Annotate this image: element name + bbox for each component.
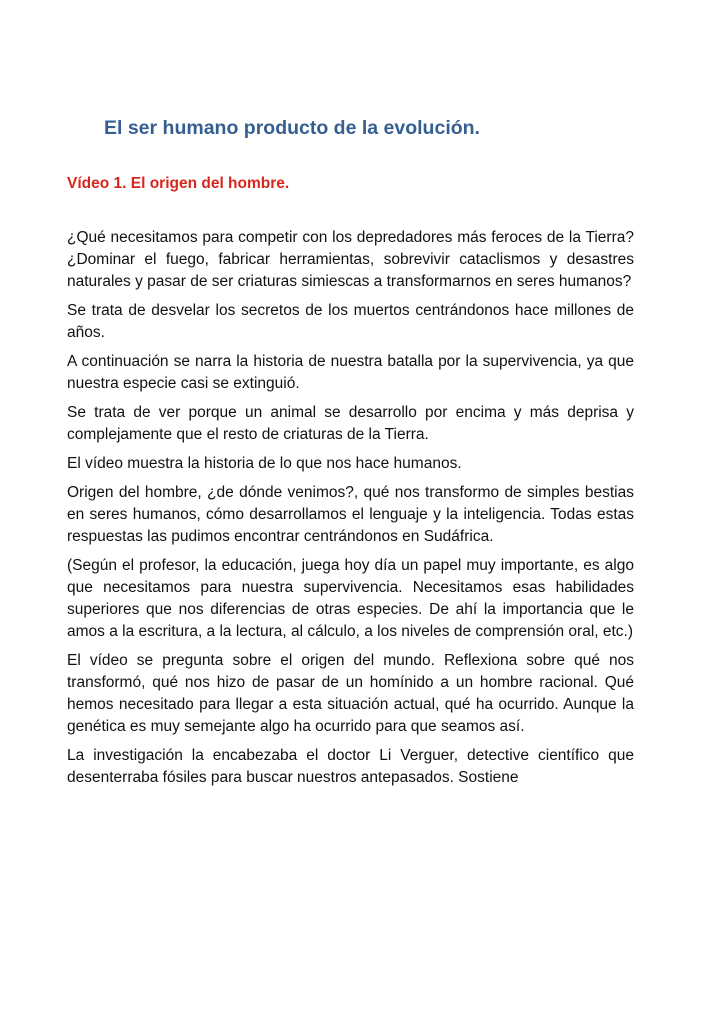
paragraph-7: (Según el profesor, la educación, juega hoy día un papel muy importante, es algo que necesitamos para nuestra supervivencia. Necesitamos esas habilidades superiores que nos diferencias de otras especies. De ahí la importancia que le amos a la escritura, a la lectura, al cálculo, a los niveles de comprensión oral, etc.) — [67, 557, 634, 640]
paragraph-5: El vídeo muestra la historia de lo que nos hace humanos. — [67, 455, 462, 472]
document-body — [67, 227, 634, 796]
video-heading: Vídeo 1. El origen del hombre. — [67, 175, 290, 192]
paragraph-3: A continuación se narra la historia de nuestra batalla por la supervivencia, ya que nuestra especie casi se extinguió. — [67, 353, 634, 392]
paragraph-1: ¿Qué necesitamos para competir con los depredadores más feroces de la Tierra? ¿Dominar el fuego, fabricar herramientas, sobrevivir cataclismos y desastres naturales y pasar de ser criaturas simiescas a transformarnos en seres humanos? — [67, 229, 634, 290]
paragraph-8: El vídeo se pregunta sobre el origen del mundo. Reflexiona sobre qué nos transformó, qué nos hizo de pasar de un homínido a un hombre racional. Qué hemos necesitado para llegar a esta situación actual, qué ha ocurrido. Aunque la genética es muy semejante algo ha ocurrido para que seamos así. — [67, 652, 634, 735]
document-title: El ser humano producto de la evolución. — [104, 117, 480, 139]
paragraph-6: Origen del hombre, ¿de dónde venimos?, qué nos transformo de simples bestias en seres humanos, cómo desarrollamos el lenguaje y la inteligencia. Todas estas respuestas las pudimos encontrar centrándonos en Sudáfrica. — [67, 484, 634, 545]
paragraph-2: Se trata de desvelar los secretos de los muertos centrándonos hace millones de años. — [67, 302, 634, 341]
paragraph-9: La investigación la encabezaba el doctor Li Verguer, detective científico que desenterraba fósiles para buscar nuestros antepasados. Sostiene — [67, 747, 634, 786]
paragraph-4: Se trata de ver porque un animal se desarrollo por encima y más deprisa y complejamente que el resto de criaturas de la Tierra. — [67, 404, 634, 443]
